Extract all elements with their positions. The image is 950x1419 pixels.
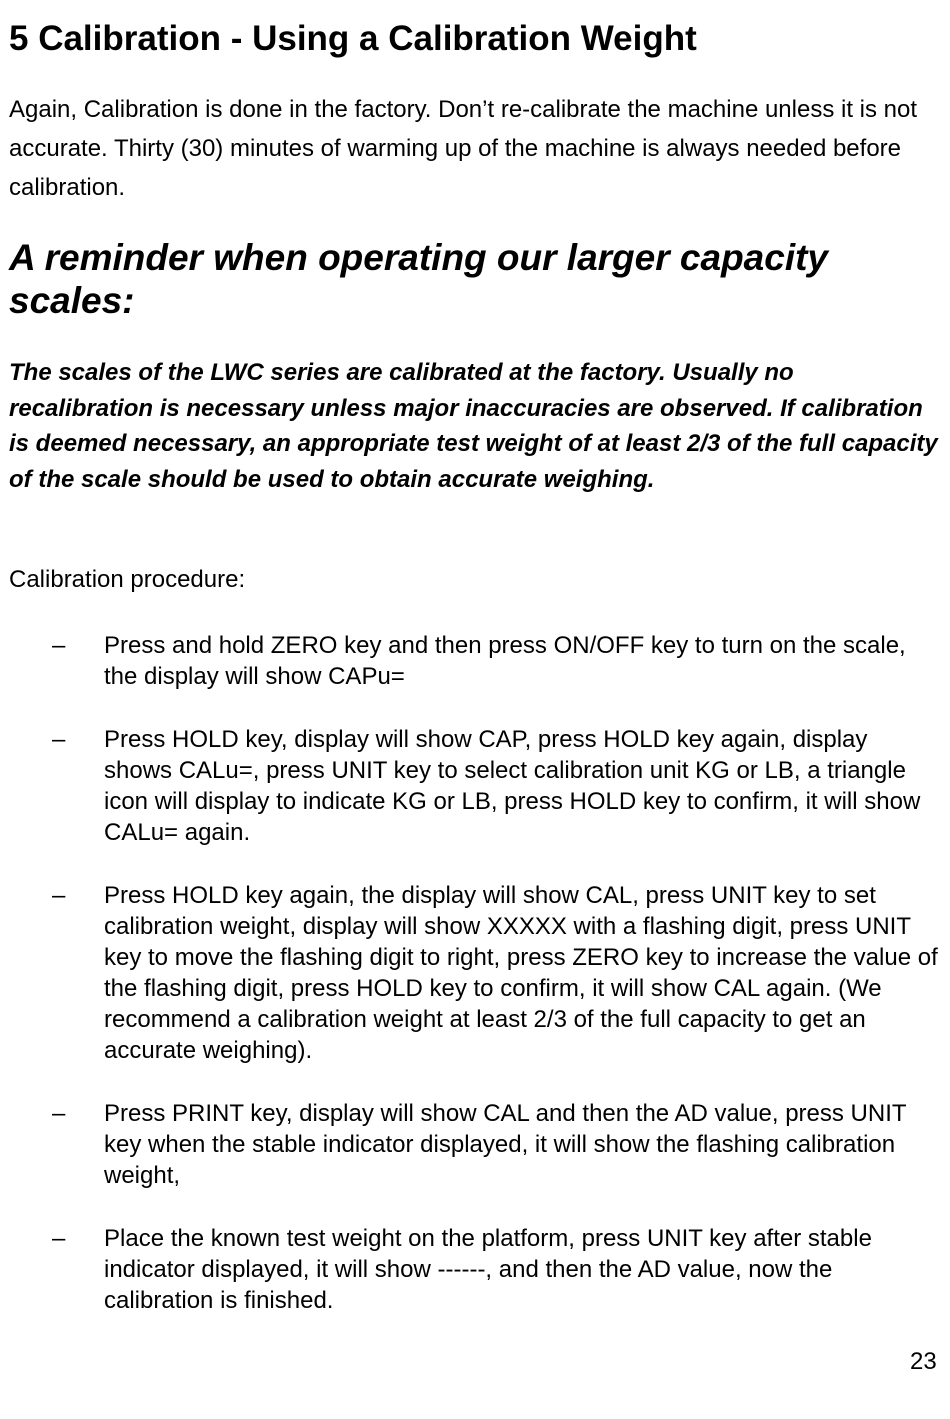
step-text: Place the known test weight on the platform, press UNIT key after stable indicator displayed, it will show ------, and then the AD value, now the calibration is finished. [104, 1225, 872, 1314]
intro-paragraph: Again, Calibration is done in the factory. Don’t re-calibrate the machine unless it is not accurate. Thirty (30) minutes of warming up of the machine is always needed before calibration. [9, 96, 918, 201]
step-text: Press HOLD key again, the display will show CAL, press UNIT key to set calibration weight, display will show XXXXX with a flashing digit, press UNIT key to move the flashing digit to right, press ZERO key to increase the value of the flashing digit, press HOLD key to confirm, it will show CAL again. (We recommend a calibration weight at least 2/3 of the full capacity to get an accurate weighing). [104, 882, 938, 1064]
step-text: Press PRINT key, display will show CAL and then the AD value, press UNIT key when the stable indicator displayed, it will show the flashing calibration weight, [104, 1100, 907, 1189]
step-text: Press and hold ZERO key and then press ON/OFF key to turn on the scale, the display will show CAPu= [104, 632, 906, 690]
bullet-dash: – [52, 882, 66, 909]
reminder-paragraph: The scales of the LWC series are calibrated at the factory. Usually no recalibration is necessary unless major inaccuracies are observed. If calibration is deemed necessary, an appropriate test weight of at least 2/3 of the full capacity of the scale should be used to obtain accurate weighing. [9, 359, 938, 493]
bullet-dash: – [52, 632, 66, 659]
bullet-dash: – [52, 1100, 66, 1127]
bullet-dash: – [52, 726, 66, 753]
procedure-step-4 [0, 1098, 950, 1191]
section-title: 5 Calibration - Using a Calibration Weight [9, 19, 697, 58]
procedure-step-1 [0, 630, 950, 692]
page-number: 23 [910, 1348, 937, 1375]
procedure-step-5 [0, 1223, 950, 1316]
procedure-heading: Calibration procedure: [9, 566, 246, 593]
step-text: Press HOLD key, display will show CAP, press HOLD key again, display shows CALu=, press UNIT key to select calibration unit KG or LB, a triangle icon will display to indicate KG or LB, press HOLD key to confirm, it will show CALu= again. [104, 726, 921, 846]
bullet-dash: – [52, 1225, 66, 1252]
reminder-heading: A reminder when operating our larger capacity scales: [9, 237, 829, 321]
procedure-step-3 [0, 880, 950, 1066]
procedure-step-2 [0, 724, 950, 848]
procedure-step-list [0, 630, 950, 1348]
